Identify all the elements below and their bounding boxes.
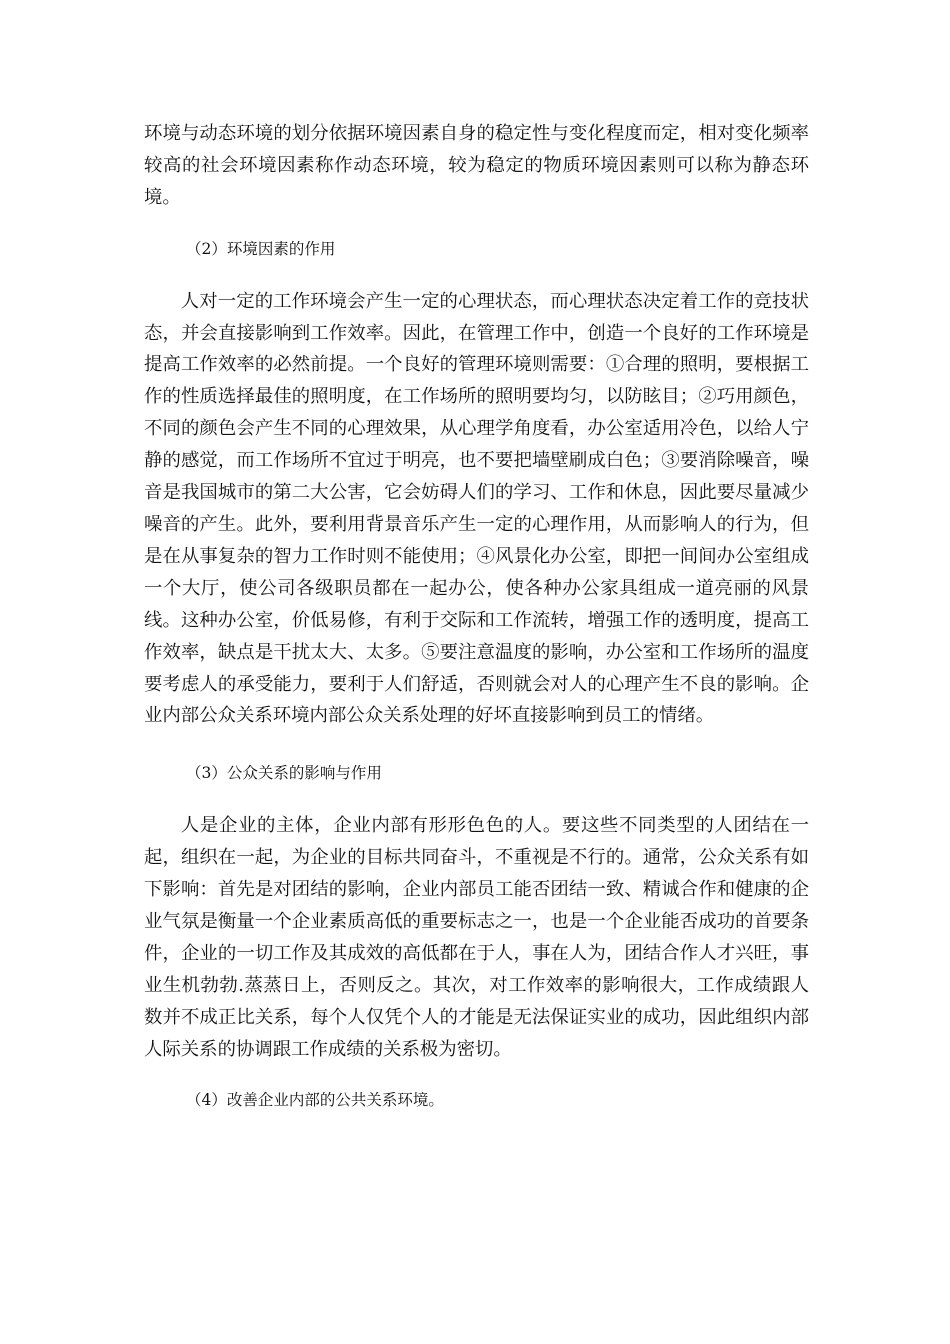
document-page [144, 118, 809, 1117]
section-heading-improve-relations: （4）改善企业内部的公共关系环境。 [186, 1091, 444, 1110]
section-heading-public-relations: （3）公众关系的影响与作用 [186, 764, 382, 783]
paragraph-public-relations: 人是企业的主体，企业内部有形形色色的人。要这些不同类型的人团结在一起，组织在一起，为企业的目标共同奋斗，不重视是不行的。通常，公众关系有如下影响：首先是对团结的影响，企业内部员工能否团结一致、精诚合作和健康的企业气氛是衡量一个企业素质高低的重要标志之一，也是一个企业能否成功的首要条件，企业的一切工作及其成效的高低都在于人，事在人为，团结合作人才兴旺，事业生机勃勃.蒸蒸日上，否则反之。其次，对工作效率的影响很大，工作成绩跟人数并不成正比关系，每个人仅凭个人的才能是无法保证实业的成功，因此组织内部人际关系的协调跟工作成绩的关系极为密切。 [144, 815, 809, 1060]
section-heading-environment-factors: （2）环境因素的作用 [186, 239, 336, 258]
paragraph-environment-factors: 人对一定的工作环境会产生一定的心理状态，而心理状态决定着工作的竞技状态，并会直接影响到工作效率。因此，在管理工作中，创造一个良好的工作环境是提高工作效率的必然前提。一个良好的管理环境则需要：①合理的照明，要根据工作的性质选择最佳的照明度，在工作场所的照明要均匀，以防眩目；②巧用颜色，不同的颜色会产生不同的心理效果，从心理学角度看，办公室适用冷色，以给人宁静的感觉，而工作场所不宜过于明亮，也不要把墙壁刷成白色；③要消除噪音，噪音是我国城市的第二大公害，它会妨碍人们的学习、工作和休息，因此要尽量减少噪音的产生。此外，要利用背景音乐产生一定的心理作用，从而影响人的行为，但是在从事复杂的智力工作时则不能使用；④风景化办公室，即把一间间办公室组成一个大厅，使公司各级职员都在一起办公，使各种办公家具组成一道亮丽的风景线。这种办公室，价低易修，有利于交际和工作流转，增强工作的透明度，提高工作效率，缺点是干扰太大、太多。⑤要注意温度的影响，办公室和工作场所的温度要考虑人的承受能力，要利于人们舒适，否则就会对人的心理产生不良的影响。企业内部公众关系环境内部公众关系处理的好坏直接影响到员工的情绪。 [144, 290, 809, 727]
paragraph-static-dynamic-environment: 环境与动态环境的划分依据环境因素自身的稳定性与变化程度而定，相对变化频率较高的社会环境因素称作动态环境，较为稳定的物质环境因素则可以称为静态环境。 [144, 123, 809, 208]
